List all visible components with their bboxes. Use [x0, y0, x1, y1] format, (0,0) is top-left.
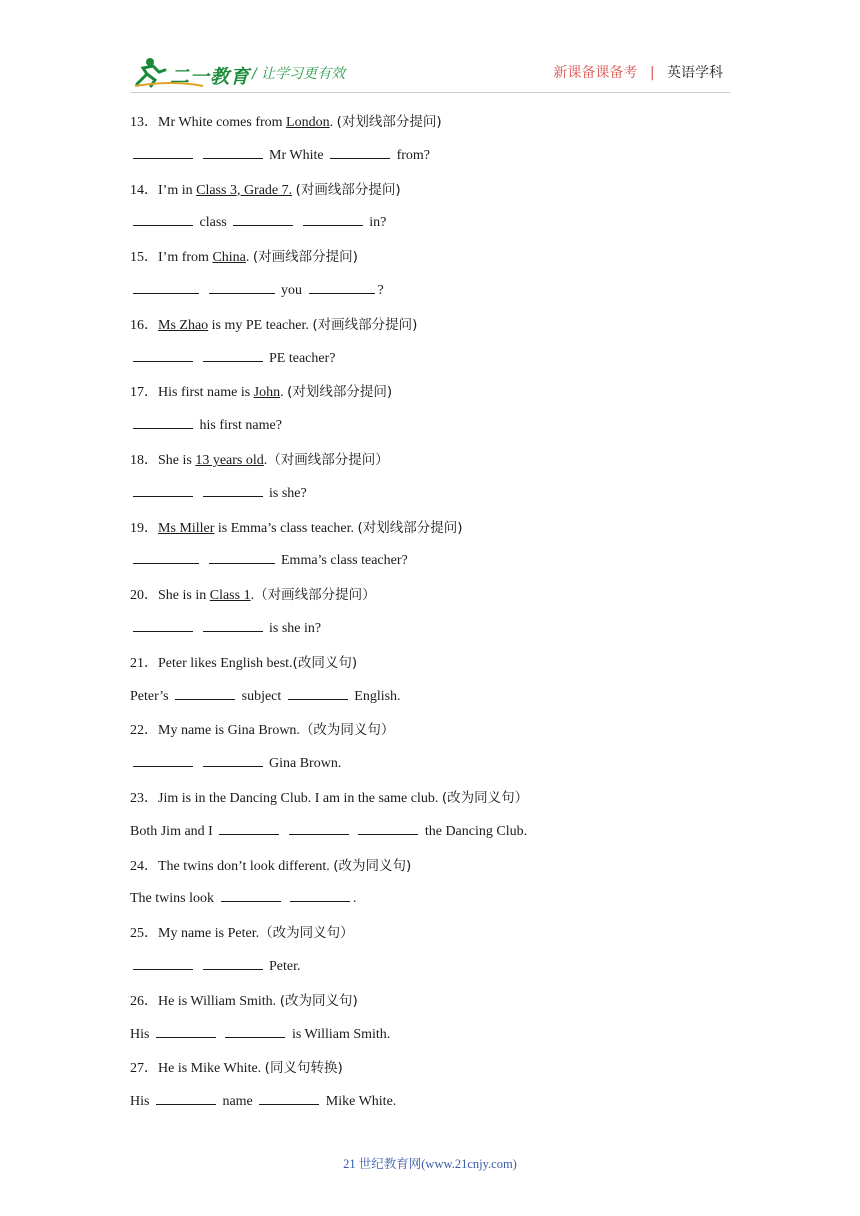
question-16: 16．Ms Zhao is my PE teacher. (对画线部分提问) [130, 316, 418, 333]
answer-blank[interactable] [133, 279, 199, 294]
answer-blank[interactable] [175, 685, 235, 700]
answer-blank[interactable] [209, 279, 275, 294]
answer-blank[interactable] [203, 752, 263, 767]
answer-blank[interactable] [133, 752, 193, 767]
question-21: 21．Peter likes English best.(改同义句) [130, 654, 358, 671]
answer-blank[interactable] [156, 1090, 216, 1105]
answer-blank[interactable] [221, 887, 281, 902]
answer-blank[interactable] [309, 279, 375, 294]
page-header [0, 0, 860, 100]
answer-blank[interactable] [259, 1090, 319, 1105]
question-27: 27．He is Mike White. (同义句转换) [130, 1060, 343, 1077]
answer-blank[interactable] [289, 820, 349, 835]
answer-blank[interactable] [290, 887, 350, 902]
answer-blank[interactable] [288, 685, 348, 700]
question-15: 15．I’m from China. (对画线部分提问) [130, 249, 358, 266]
answer-blank[interactable] [203, 955, 263, 970]
answer-27: His name Mike White. [130, 1089, 740, 1123]
question-17: 17．His first name is John. (对划线部分提问) [130, 384, 393, 401]
question-14: 14．I’m in Class 3, Grade 7. (对画线部分提问) [130, 181, 401, 198]
question-20: 20．She is in Class 1.（对画线部分提问） [130, 587, 376, 604]
answer-blank[interactable] [133, 549, 199, 564]
logo-text: 二一教育 [170, 67, 251, 88]
answer-20: is she in? [130, 616, 740, 650]
answer-26: His is William Smith. [130, 1022, 740, 1056]
answer-blank[interactable] [219, 820, 279, 835]
answer-blank[interactable] [203, 482, 263, 497]
question-26: 26．He is William Smith. (改为同义句) [130, 992, 358, 1009]
answer-21: Peter’s subject English. [130, 684, 740, 718]
answer-blank[interactable] [203, 347, 263, 362]
answer-blank[interactable] [203, 144, 263, 159]
header-subject: 英语学科 [667, 65, 723, 81]
header-right [553, 62, 723, 82]
answer-24: The twins look . [130, 886, 740, 920]
answer-blank[interactable] [330, 144, 390, 159]
question-24: 24．The twins don’t look different. (改为同义句) [130, 857, 412, 874]
answer-blank[interactable] [133, 482, 193, 497]
question-13: 13．Mr White comes from London. (对划线部分提问) [130, 114, 442, 130]
answer-22: Gina Brown. [130, 751, 740, 785]
question-25: 25．My name is Peter.（改为同义句） [130, 925, 354, 942]
answer-14: class in? [130, 210, 740, 244]
answer-blank[interactable] [133, 617, 193, 632]
answer-17: his first name? [130, 413, 740, 447]
answer-blank[interactable] [133, 144, 193, 159]
question-list [130, 109, 740, 1123]
question-23: 23．Jim is in the Dancing Club. I am in the same club. (改为同义句） [130, 789, 529, 806]
answer-16: PE teacher? [130, 346, 740, 380]
question-19: 19．Ms Miller is Emma’s class teacher. (对划线部分提问) [130, 519, 463, 536]
header-divider-line [130, 92, 730, 93]
answer-blank[interactable] [133, 347, 193, 362]
answer-blank[interactable] [303, 211, 363, 226]
answer-blank[interactable] [156, 1023, 216, 1038]
answer-blank[interactable] [203, 617, 263, 632]
answer-15: you ? [130, 278, 740, 312]
answer-blank[interactable] [233, 211, 293, 226]
question-18: 18．She is 13 years old.（对画线部分提问） [130, 451, 389, 468]
answer-blank[interactable] [133, 211, 193, 226]
answer-13: Mr White from? [130, 143, 740, 177]
answer-blank[interactable] [133, 414, 193, 429]
answer-23: Both Jim and I the Dancing Club. [130, 819, 740, 853]
page-footer: 21 世纪教育网(www.21cnjy.com) [343, 1157, 517, 1171]
question-22: 22．My name is Gina Brown.（改为同义句） [130, 722, 395, 739]
answer-25: Peter. [130, 954, 740, 988]
answer-blank[interactable] [225, 1023, 285, 1038]
header-divider: | [649, 65, 655, 81]
answer-19: Emma’s class teacher? [130, 548, 740, 582]
answer-18: is she? [130, 481, 740, 515]
answer-blank[interactable] [133, 955, 193, 970]
answer-blank[interactable] [358, 820, 418, 835]
slogan: / 让学习更有效 [252, 66, 346, 82]
header-label: 新课备课备考 [553, 65, 638, 81]
answer-blank[interactable] [209, 549, 275, 564]
